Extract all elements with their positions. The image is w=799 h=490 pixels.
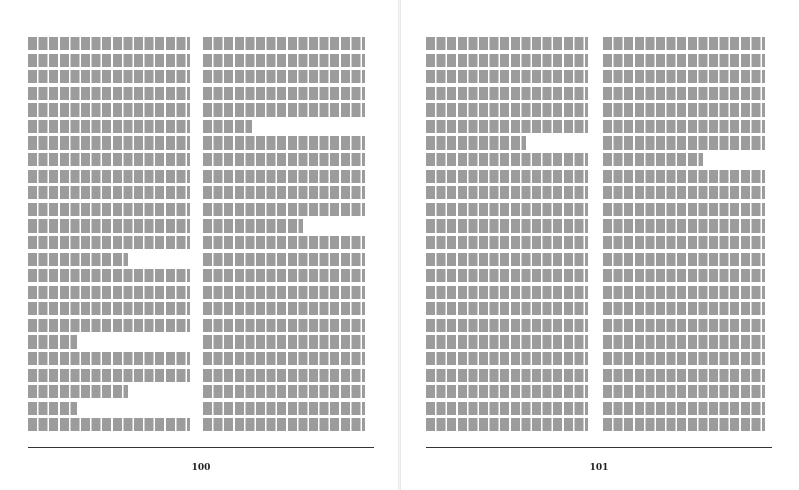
text-line [426,418,588,431]
text-line [603,253,765,266]
text-line [203,87,365,100]
text-line [28,352,190,365]
text-line [603,219,765,232]
text-line [28,418,190,431]
text-line [603,54,765,67]
text-line [28,203,190,216]
text-line [426,70,588,83]
text-line [426,253,588,266]
text-line [203,385,365,398]
text-line [426,120,588,133]
text-line [603,236,765,249]
left-page-column-1 [28,37,190,435]
text-line [203,352,365,365]
text-line [203,335,365,348]
text-line [426,286,588,299]
text-line [28,219,190,232]
text-line [203,120,252,133]
text-line [603,269,765,282]
text-line [603,136,765,149]
text-line [426,236,588,249]
text-line [603,103,765,116]
right-page-column-1 [426,37,588,435]
text-line [28,54,190,67]
text-line [203,302,365,315]
text-line [28,153,190,166]
text-line [203,286,365,299]
text-line [203,170,365,183]
text-line [203,103,365,116]
text-line [28,70,190,83]
text-line [28,269,190,282]
text-line [203,319,365,332]
text-line [603,286,765,299]
text-line [28,120,190,133]
text-line [603,319,765,332]
text-line [28,236,190,249]
text-line [28,37,190,50]
text-line [603,203,765,216]
text-line [603,153,703,166]
text-line [426,54,588,67]
text-line [603,186,765,199]
text-line [603,418,765,431]
text-line [28,302,190,315]
left-page-column-2 [203,37,365,435]
text-line [426,335,588,348]
text-line [603,70,765,83]
text-line [203,236,365,249]
text-line [603,37,765,50]
text-line [603,87,765,100]
text-line [426,203,588,216]
text-line [426,170,588,183]
text-line [603,302,765,315]
text-line [426,87,588,100]
text-line [426,136,526,149]
text-line [426,103,588,116]
text-line [426,319,588,332]
text-line [28,253,128,266]
text-line [28,87,190,100]
text-line [28,170,190,183]
right-page-column-2 [603,37,765,435]
text-line [603,120,765,133]
text-line [203,369,365,382]
page-number: 100 [191,463,211,473]
text-line [203,203,365,216]
text-line [603,369,765,382]
text-line [28,103,190,116]
text-line [203,153,365,166]
text-line [426,219,588,232]
text-line [28,385,128,398]
left-page [0,0,399,490]
text-line [28,186,190,199]
text-line [28,369,190,382]
text-line [28,335,77,348]
text-line [203,253,365,266]
text-line [426,352,588,365]
footer-rule [28,447,374,448]
text-line [203,418,365,431]
text-line [603,352,765,365]
text-line [203,70,365,83]
text-line [203,269,365,282]
text-line [203,54,365,67]
text-line [603,170,765,183]
text-line [426,153,588,166]
footer-rule [426,447,772,448]
text-line [28,319,190,332]
text-line [426,302,588,315]
text-line [426,269,588,282]
page-number: 101 [589,463,609,473]
text-line [603,335,765,348]
text-line [426,186,588,199]
text-line [426,37,588,50]
text-line [203,219,303,232]
text-line [203,186,365,199]
text-line [426,385,588,398]
text-line [426,402,588,415]
text-line [203,136,365,149]
text-line [603,402,765,415]
right-page [400,0,799,490]
text-line [203,402,365,415]
text-line [28,286,190,299]
text-line [603,385,765,398]
text-line [28,402,77,415]
text-line [203,37,365,50]
text-line [426,369,588,382]
text-line [28,136,190,149]
